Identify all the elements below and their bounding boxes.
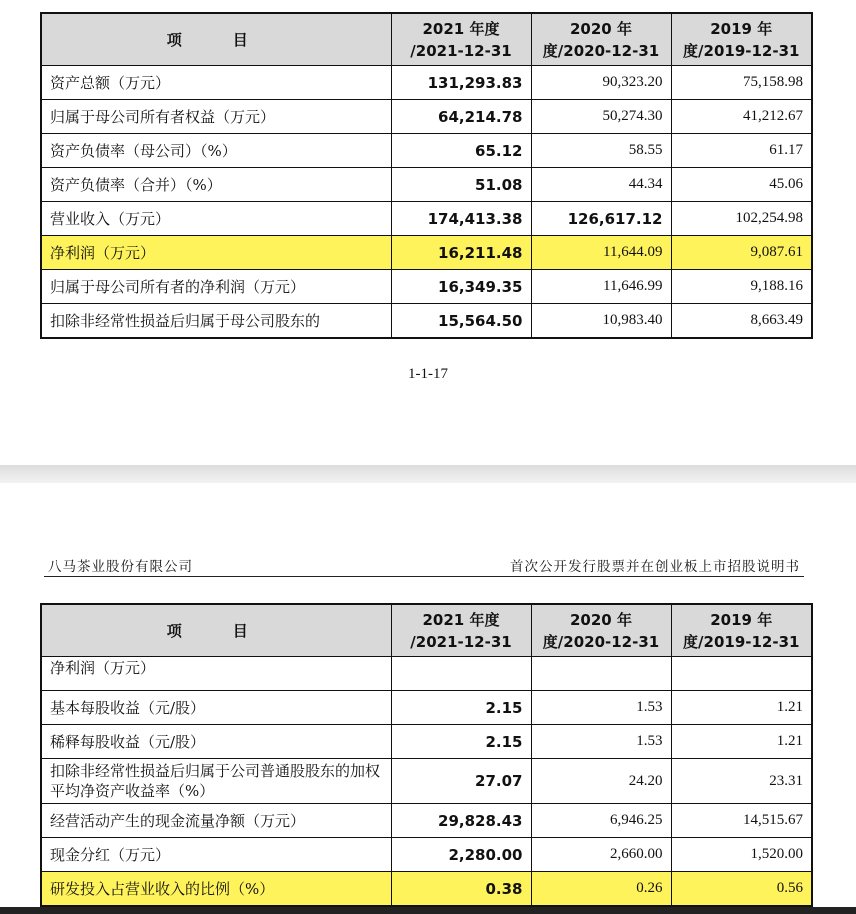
value-2020: 11,644.09 — [531, 236, 671, 270]
table-row — [41, 134, 812, 168]
row-label: 营业收入（万元） — [41, 202, 391, 236]
value-2020: 58.55 — [531, 134, 671, 168]
header-company-name: 八马茶业股份有限公司 — [48, 559, 193, 575]
table-row — [41, 804, 812, 838]
header-rule — [44, 576, 804, 577]
row-label: 扣除非经常性损益后归属于公司普通股股东的加权平均净资产收益率（%） — [41, 759, 391, 804]
column-header-item: 项 目 — [41, 13, 391, 66]
value-2020: 24.20 — [531, 759, 671, 804]
column-header-2020: 2020 年度/2020-12-31 — [531, 13, 671, 66]
value-2021: 16,211.48 — [391, 236, 531, 270]
document-page-bottom — [0, 483, 856, 914]
value-2021: 64,214.78 — [391, 100, 531, 134]
value-2019: 23.31 — [671, 759, 812, 804]
financial-table-bottom — [40, 603, 813, 907]
financial-table-top — [40, 12, 813, 339]
value-2020: 10,983.40 — [531, 304, 671, 339]
row-label: 归属于母公司所有者的净利润（万元） — [41, 270, 391, 304]
value-2021: 2,280.00 — [391, 838, 531, 872]
value-2021: 15,564.50 — [391, 304, 531, 339]
column-header-2019: 2019 年度/2019-12-31 — [671, 13, 812, 66]
value-2020 — [531, 657, 671, 691]
viewer-bottom-edge — [0, 907, 856, 914]
value-2021: 27.07 — [391, 759, 531, 804]
table-row — [41, 725, 812, 759]
value-2019: 0.56 — [671, 872, 812, 907]
value-2021: 174,413.38 — [391, 202, 531, 236]
row-label: 资产负债率（母公司）（%） — [41, 134, 391, 168]
value-2020: 1.53 — [531, 725, 671, 759]
value-2019: 9,188.16 — [671, 270, 812, 304]
column-header-2019: 2019 年度/2019-12-31 — [671, 604, 812, 657]
column-header-2020: 2020 年度/2020-12-31 — [531, 604, 671, 657]
value-2021 — [391, 657, 531, 691]
column-header-item: 项 目 — [41, 604, 391, 657]
value-2019: 1,520.00 — [671, 838, 812, 872]
value-2020: 126,617.12 — [531, 202, 671, 236]
page-number: 1-1-17 — [408, 366, 448, 382]
value-2020: 2,660.00 — [531, 838, 671, 872]
value-2019 — [671, 657, 812, 691]
table-row — [41, 202, 812, 236]
column-header-2021: 2021 年度 /2021-12-31 — [391, 604, 531, 657]
value-2021: 65.12 — [391, 134, 531, 168]
table-row — [41, 838, 812, 872]
row-label: 研发投入占营业收入的比例（%） — [41, 872, 391, 907]
value-2019: 9,087.61 — [671, 236, 812, 270]
value-2019: 45.06 — [671, 168, 812, 202]
value-2020: 0.26 — [531, 872, 671, 907]
table-row-highlighted — [41, 236, 812, 270]
row-label: 经营活动产生的现金流量净额（万元） — [41, 804, 391, 838]
header-document-title: 首次公开发行股票并在创业板上市招股说明书 — [510, 559, 800, 575]
column-header-2021: 2021 年度 /2021-12-31 — [391, 13, 531, 66]
table-row — [41, 66, 812, 100]
table-header-row — [41, 604, 812, 657]
value-2020: 90,323.20 — [531, 66, 671, 100]
row-label: 资产总额（万元） — [41, 66, 391, 100]
value-2021: 0.38 — [391, 872, 531, 907]
page-separator — [0, 465, 856, 483]
value-2020: 50,274.30 — [531, 100, 671, 134]
value-2019: 1.21 — [671, 725, 812, 759]
table-row-highlighted — [41, 872, 812, 907]
value-2021: 29,828.43 — [391, 804, 531, 838]
row-label: 净利润（万元） — [41, 657, 391, 691]
value-2019: 8,663.49 — [671, 304, 812, 339]
value-2019: 41,212.67 — [671, 100, 812, 134]
value-2019: 75,158.98 — [671, 66, 812, 100]
value-2021: 16,349.35 — [391, 270, 531, 304]
table-row — [41, 100, 812, 134]
row-label: 基本每股收益（元/股） — [41, 691, 391, 725]
table-row — [41, 759, 812, 804]
row-label: 归属于母公司所有者权益（万元） — [41, 100, 391, 134]
value-2020: 44.34 — [531, 168, 671, 202]
value-2020: 1.53 — [531, 691, 671, 725]
value-2020: 6,946.25 — [531, 804, 671, 838]
table-row — [41, 168, 812, 202]
value-2019: 61.17 — [671, 134, 812, 168]
table-header-row — [41, 13, 812, 66]
value-2021: 2.15 — [391, 691, 531, 725]
row-label: 现金分红（万元） — [41, 838, 391, 872]
value-2021: 2.15 — [391, 725, 531, 759]
value-2019: 14,515.67 — [671, 804, 812, 838]
value-2021: 131,293.83 — [391, 66, 531, 100]
table-row — [41, 657, 812, 691]
table-row — [41, 270, 812, 304]
row-label: 扣除非经常性损益后归属于母公司股东的 — [41, 304, 391, 339]
table-row — [41, 691, 812, 725]
row-label: 资产负债率（合并）（%） — [41, 168, 391, 202]
value-2020: 11,646.99 — [531, 270, 671, 304]
value-2019: 102,254.98 — [671, 202, 812, 236]
row-label: 稀释每股收益（元/股） — [41, 725, 391, 759]
value-2021: 51.08 — [391, 168, 531, 202]
table-row — [41, 304, 812, 339]
row-label: 净利润（万元） — [41, 236, 391, 270]
value-2019: 1.21 — [671, 691, 812, 725]
